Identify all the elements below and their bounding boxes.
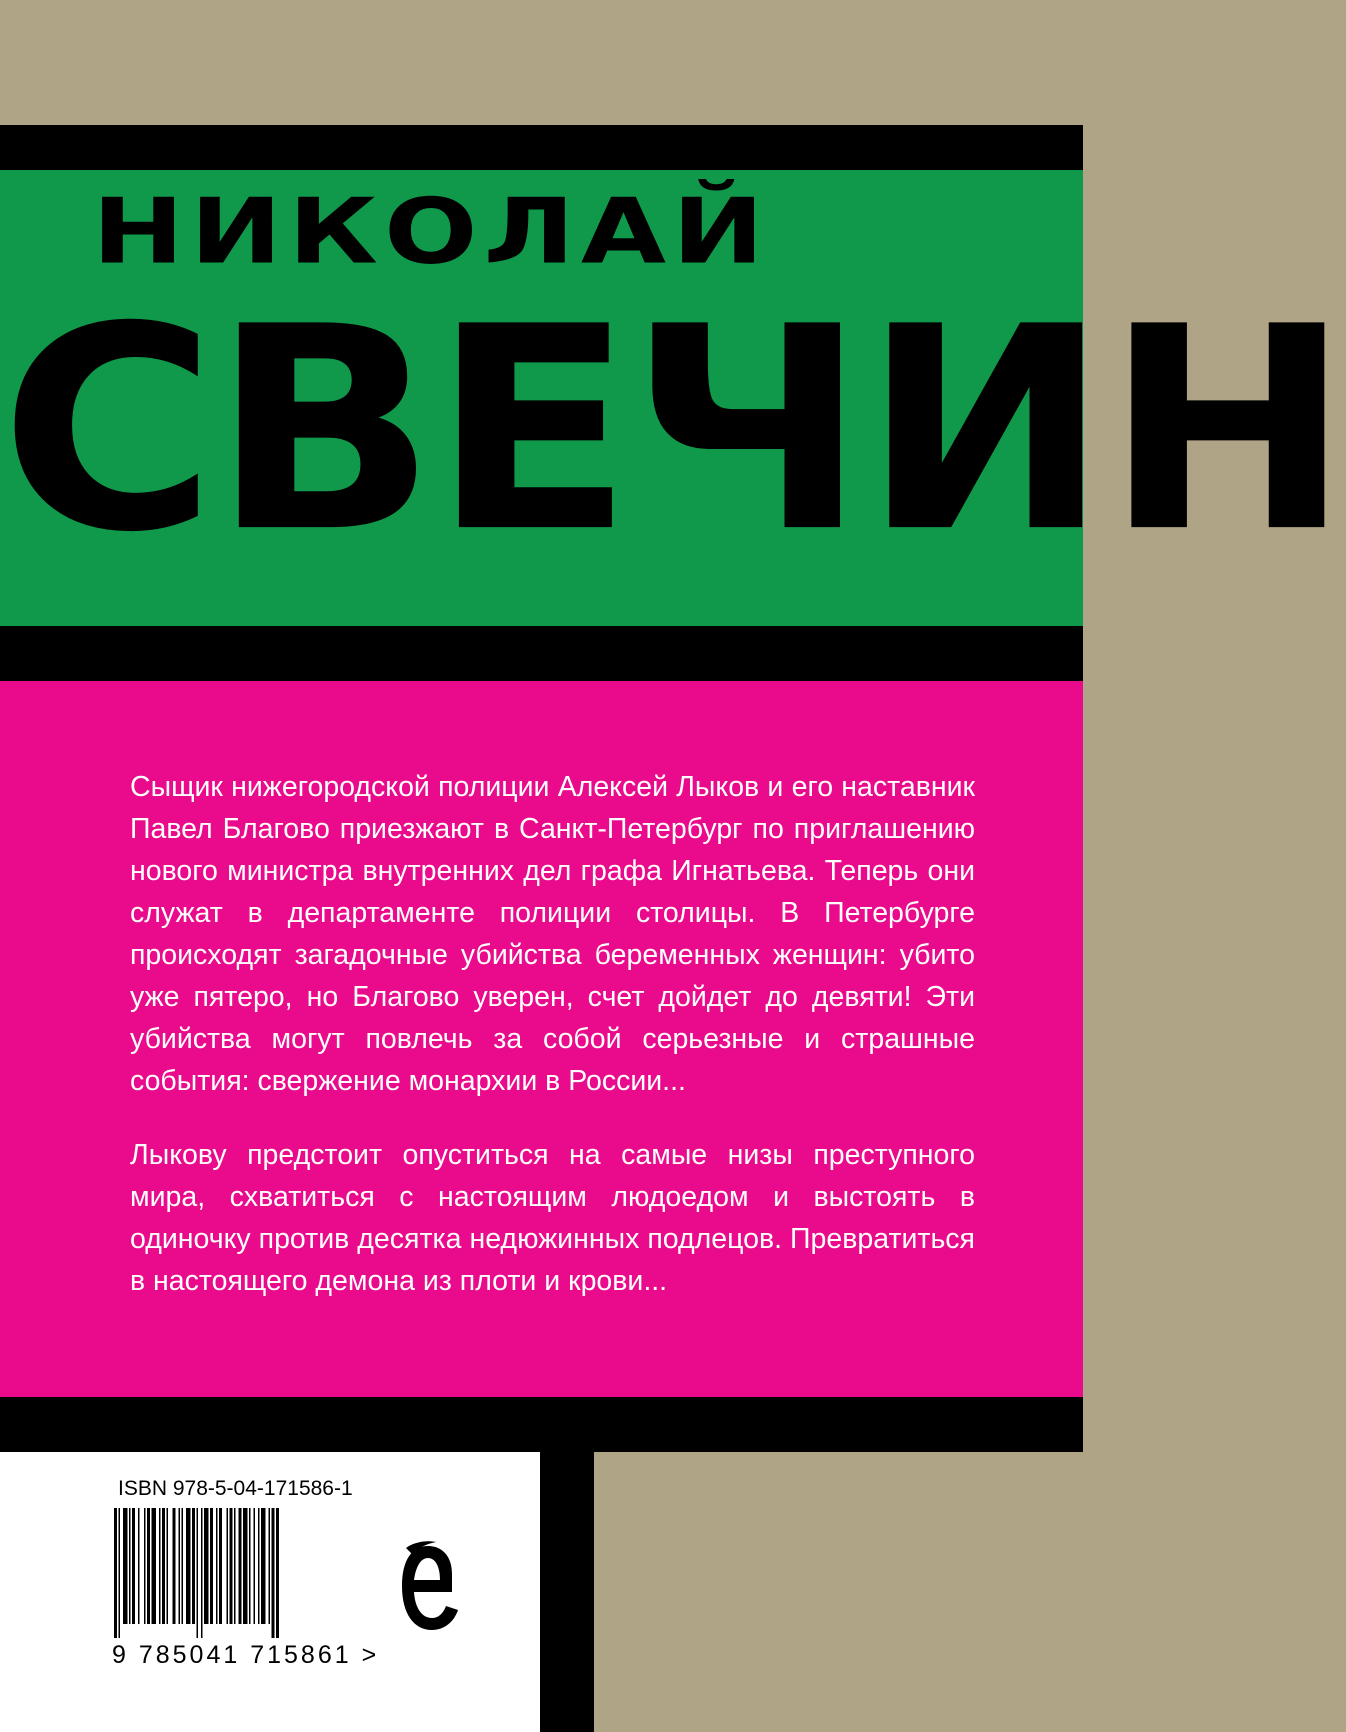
- black-stripe-bottom: [0, 1397, 1083, 1452]
- author-first-name: НИКОЛАЙ: [92, 178, 771, 284]
- black-stripe-top: [0, 125, 1083, 170]
- author-last-name: СВЕЧИН: [0, 266, 1346, 594]
- black-stripe-middle: [0, 626, 1083, 681]
- vertical-black-bar: [540, 1452, 594, 1732]
- barcode-icon: [112, 1508, 352, 1640]
- barcode-digits: 9 785041 715861 >: [112, 1641, 380, 1669]
- annotation-paragraph-2: Лыкову предстоит опуститься на самые низы преступного мира, схватиться с настоящим людоедом и выстоять в одиночку против десятка недюжинных подлецов. Превратиться в настоящего демона из плоти и крови...: [130, 1139, 975, 1297]
- isbn-label: ISBN 978-5-04-171586-1: [118, 1477, 353, 1500]
- annotation-paragraph-1: Сыщик нижегородской полиции Алексей Лыков и его наставник Павел Благово приезжают в Санкт-Петербург по приглашению нового министра внутренних дел графа Игнатьева. Теперь они служат в департаменте полиции столицы. В Петербурге происходят загадочные убийства беременных женщин: убито уже пятеро, но Благово уверен, счет дойдет до девяти! Эти убийства могут повлечь за собой серьезные и страшные события: свержение монархии в России...: [130, 771, 975, 1097]
- top-tan-band: [0, 0, 1083, 125]
- author-title-band: [0, 170, 1346, 626]
- publisher-logo-icon: [396, 1540, 464, 1636]
- bottom-tan-panel: [594, 1452, 1083, 1732]
